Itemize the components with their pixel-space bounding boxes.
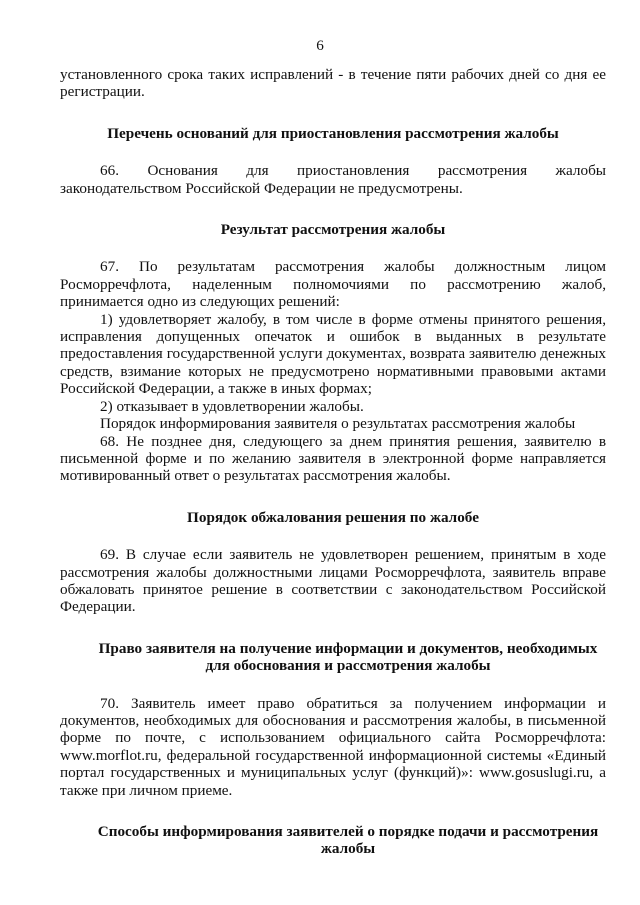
heading-suspension-grounds: Перечень оснований для приостановления рассмотрения жалобы (107, 124, 559, 142)
heading-applicant-rights: Право заявителя на получение информации и документов, необходимых для обоснования и рассмотрения жалобы (98, 639, 598, 675)
paragraph-67-item-2: 2) отказывает в удовлетворении жалобы. (100, 397, 364, 415)
paragraph-67-item-1: 1) удовлетворяет жалобу, в том числе в форме отмены принятого решения, исправления допущенных опечаток и ошибок в выданных в результате предоставления государственной услуги документах, возврата заявителю денежных средств, взимание которых не предусмотрено нормативными правовыми актами Российской Федерации, а также в иных формах; (60, 310, 606, 398)
heading-information-methods: Способы информирования заявителей о порядке подачи и рассмотрения жалобы (97, 823, 599, 858)
paragraph-67: 67. По результатам рассмотрения жалобы должностным лицом Росморречфлота, наделенным полномочиями по рассмотрению жалоб, принимается одно из следующих решений: (60, 258, 606, 311)
paragraph-68: 68. Не позднее дня, следующего за днем принятия решения, заявителю в письменной форме и по желанию заявителя в электронной форме направляется мотивированный ответ о результатах рассмотрения жалобы. (60, 432, 606, 485)
intro-paragraph: установленного срока таких исправлений - в течение пяти рабочих дней со дня ее регистрации. (60, 66, 606, 101)
page-number: 6 (316, 37, 324, 54)
page-content (60, 66, 606, 858)
paragraph-inform-order: Порядок информирования заявителя о результатах рассмотрения жалобы (100, 415, 576, 433)
heading-complaint-result: Результат рассмотрения жалобы (220, 221, 446, 239)
paragraph-69: 69. В случае если заявитель не удовлетворен решением, принятым в ходе рассмотрения жалобы должностными лицами Росморречфлота, заявитель вправе обжаловать принятое решение в соответствии с законодательством Российской Федерации. (60, 546, 606, 616)
heading-appeal-order: Порядок обжалования решения по жалобе (187, 508, 479, 526)
paragraph-70: 70. Заявитель имеет право обратиться за получением информации и документов, необходимых для обоснования и рассмотрения жалобы, в письменной форме по почте, с использованием официального сайта Росморречфлота: www.morflot.ru, федеральной государственной информационной системы «Единый портал государственных и муниципальных услуг (функций)»: www.gosuslugi.ru, а также при личном приеме. (60, 694, 606, 799)
paragraph-66: 66. Основания для приостановления рассмотрения жалобы законодательством Российской Федерации не предусмотрены. (60, 162, 606, 197)
